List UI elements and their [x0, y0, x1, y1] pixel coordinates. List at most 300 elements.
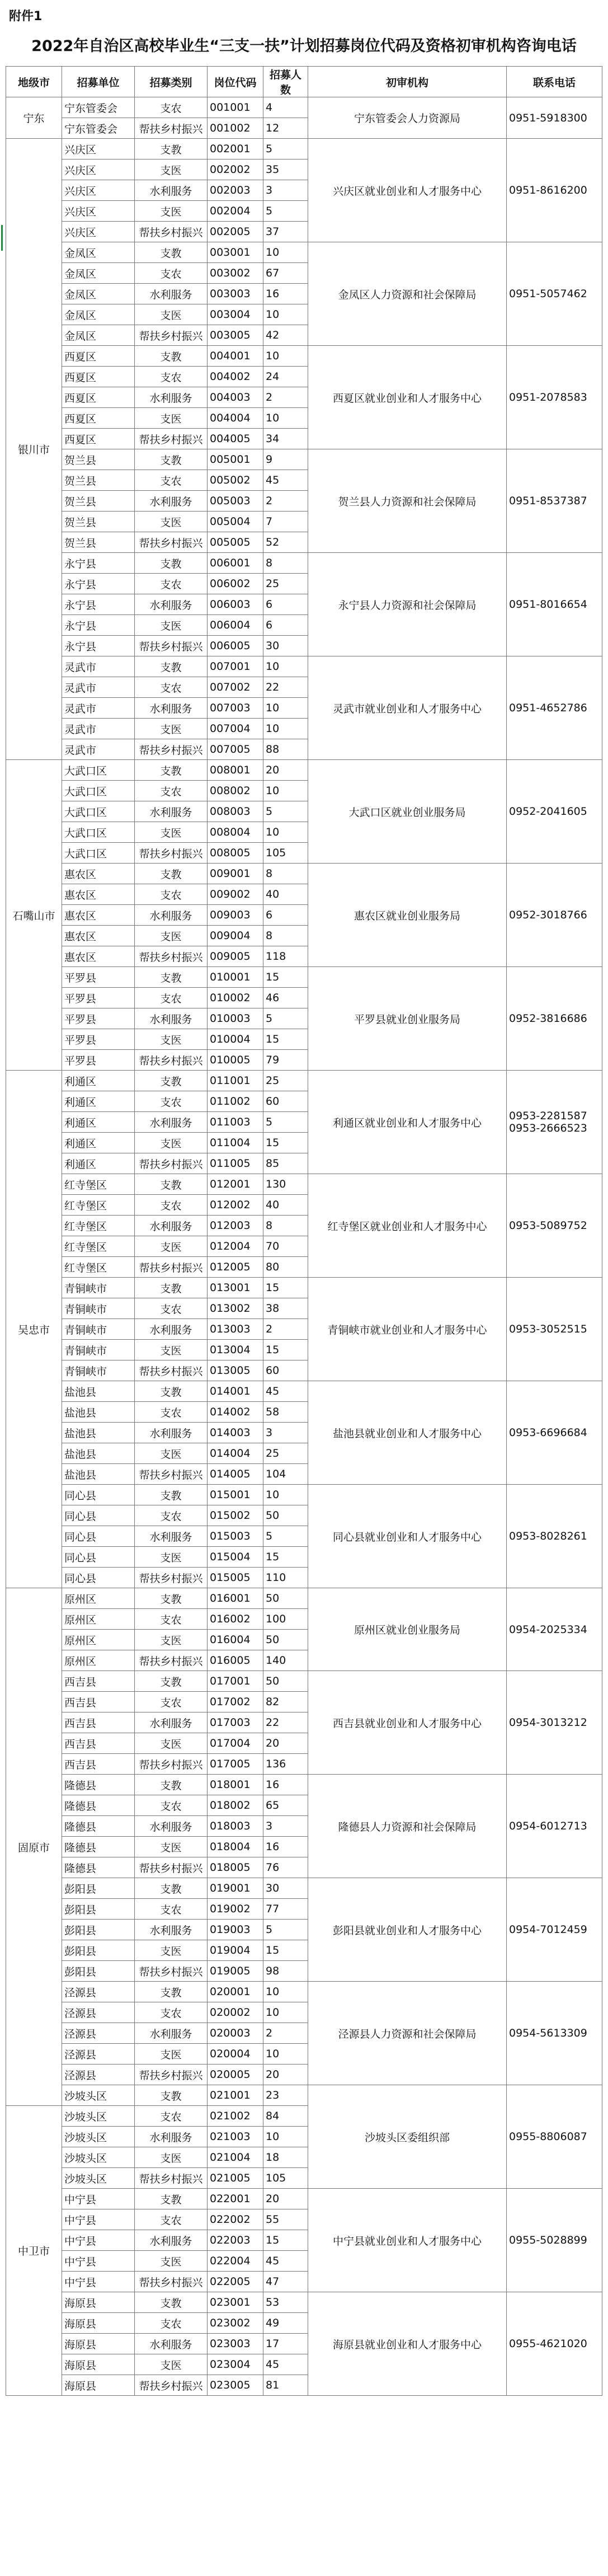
count-cell: 82: [263, 1692, 308, 1712]
count-cell: 46: [263, 988, 308, 1008]
table-row: [6, 864, 602, 884]
org-cell: 金凤区人力资源和社会保障局: [308, 242, 507, 346]
unit-cell: 灵武市: [62, 739, 135, 760]
category-cell: 支农: [135, 988, 208, 1008]
category-cell: 支教: [135, 1878, 208, 1899]
count-cell: 58: [263, 1402, 308, 1423]
unit-cell: 海原县: [62, 2354, 135, 2375]
code-cell: 012004: [208, 1236, 263, 1257]
code-cell: 011005: [208, 1153, 263, 1174]
code-cell: 014004: [208, 1443, 263, 1464]
category-cell: 支医: [135, 201, 208, 222]
code-cell: 003003: [208, 284, 263, 304]
unit-cell: 青铜峡市: [62, 1298, 135, 1319]
header-city: 地级市: [6, 67, 62, 97]
code-cell: 015001: [208, 1485, 263, 1505]
table-row: [6, 97, 602, 118]
code-cell: 010001: [208, 967, 263, 988]
count-cell: 35: [263, 159, 308, 180]
category-cell: 支医: [135, 1029, 208, 1050]
category-cell: 帮扶乡村振兴: [135, 1050, 208, 1071]
category-cell: 支农: [135, 97, 208, 118]
code-cell: 003005: [208, 325, 263, 346]
count-cell: 5: [263, 1526, 308, 1547]
category-cell: 帮扶乡村振兴: [135, 1153, 208, 1174]
category-cell: 支农: [135, 884, 208, 905]
category-cell: 支医: [135, 1133, 208, 1153]
category-cell: 支教: [135, 242, 208, 263]
unit-cell: 平罗县: [62, 967, 135, 988]
code-cell: 016005: [208, 1650, 263, 1671]
category-cell: 支教: [135, 864, 208, 884]
count-cell: 42: [263, 325, 308, 346]
unit-cell: 盐池县: [62, 1381, 135, 1402]
count-cell: 100: [263, 1609, 308, 1630]
category-cell: 支农: [135, 1609, 208, 1630]
count-cell: 65: [263, 1795, 308, 1816]
unit-cell: 海原县: [62, 2292, 135, 2313]
unit-cell: 宁东管委会: [62, 97, 135, 118]
count-cell: 10: [263, 781, 308, 801]
unit-cell: 贺兰县: [62, 532, 135, 553]
code-cell: 020003: [208, 2023, 263, 2044]
code-cell: 022002: [208, 2209, 263, 2230]
count-cell: 81: [263, 2375, 308, 2396]
code-cell: 015002: [208, 1505, 263, 1526]
unit-cell: 中宁县: [62, 2251, 135, 2272]
category-cell: 支医: [135, 1443, 208, 1464]
unit-cell: 泾源县: [62, 2023, 135, 2044]
category-cell: 水利服务: [135, 2334, 208, 2354]
code-cell: 006003: [208, 594, 263, 615]
count-cell: 25: [263, 1071, 308, 1091]
count-cell: 5: [263, 1008, 308, 1029]
org-cell: 宁东管委会人力资源局: [308, 97, 507, 139]
code-cell: 015005: [208, 1568, 263, 1588]
category-cell: 支教: [135, 1671, 208, 1692]
unit-cell: 盐池县: [62, 1443, 135, 1464]
phone-cell: 0955-5028899: [507, 2189, 602, 2292]
count-cell: 105: [263, 843, 308, 864]
unit-cell: 西夏区: [62, 408, 135, 429]
code-cell: 002005: [208, 222, 263, 242]
unit-cell: 同心县: [62, 1568, 135, 1588]
count-cell: 20: [263, 1733, 308, 1754]
unit-cell: 大武口区: [62, 801, 135, 822]
phone-cell: 0951-4652786: [507, 656, 602, 760]
category-cell: 帮扶乡村振兴: [135, 946, 208, 967]
category-cell: 帮扶乡村振兴: [135, 1857, 208, 1878]
phone-cell: 0954-6012713: [507, 1775, 602, 1878]
category-cell: 支教: [135, 1982, 208, 2002]
unit-cell: 同心县: [62, 1526, 135, 1547]
count-cell: 77: [263, 1899, 308, 1920]
category-cell: 支农: [135, 470, 208, 491]
code-cell: 018001: [208, 1775, 263, 1795]
count-cell: 4: [263, 97, 308, 118]
count-cell: 50: [263, 1630, 308, 1650]
category-cell: 水利服务: [135, 1712, 208, 1733]
unit-cell: 永宁县: [62, 553, 135, 574]
unit-cell: 兴庆区: [62, 159, 135, 180]
category-cell: 支农: [135, 781, 208, 801]
category-cell: 支农: [135, 2209, 208, 2230]
code-cell: 005005: [208, 532, 263, 553]
code-cell: 005001: [208, 449, 263, 470]
category-cell: 支教: [135, 1174, 208, 1195]
code-cell: 009001: [208, 864, 263, 884]
phone-cell: 0953-3052515: [507, 1278, 602, 1381]
unit-cell: 同心县: [62, 1505, 135, 1526]
count-cell: 5: [263, 139, 308, 159]
org-cell: 红寺堡区就业创业和人才服务中心: [308, 1174, 507, 1278]
count-cell: 47: [263, 2272, 308, 2292]
code-cell: 010005: [208, 1050, 263, 1071]
unit-cell: 沙坡头区: [62, 2127, 135, 2147]
org-cell: 贺兰县人力资源和社会保障局: [308, 449, 507, 553]
category-cell: 支农: [135, 2106, 208, 2127]
count-cell: 45: [263, 1381, 308, 1402]
category-cell: 帮扶乡村振兴: [135, 2375, 208, 2396]
category-cell: 支教: [135, 1381, 208, 1402]
unit-cell: 惠农区: [62, 884, 135, 905]
unit-cell: 大武口区: [62, 822, 135, 843]
code-cell: 017005: [208, 1754, 263, 1775]
unit-cell: 盐池县: [62, 1464, 135, 1485]
code-cell: 022001: [208, 2189, 263, 2209]
category-cell: 帮扶乡村振兴: [135, 429, 208, 449]
code-cell: 005003: [208, 491, 263, 512]
unit-cell: 隆德县: [62, 1795, 135, 1816]
category-cell: 支教: [135, 1775, 208, 1795]
category-cell: 支医: [135, 304, 208, 325]
category-cell: 帮扶乡村振兴: [135, 118, 208, 139]
code-cell: 013005: [208, 1360, 263, 1381]
code-cell: 011003: [208, 1112, 263, 1133]
org-cell: 同心县就业创业和人才服务中心: [308, 1485, 507, 1588]
unit-cell: 青铜峡市: [62, 1360, 135, 1381]
count-cell: 8: [263, 553, 308, 574]
code-cell: 023005: [208, 2375, 263, 2396]
count-cell: 85: [263, 1153, 308, 1174]
code-cell: 014003: [208, 1423, 263, 1443]
code-cell: 016001: [208, 1588, 263, 1609]
header-phone: 联系电话: [507, 67, 602, 97]
code-cell: 023001: [208, 2292, 263, 2313]
phone-cell: 0951-5057462: [507, 242, 602, 346]
unit-cell: 中宁县: [62, 2189, 135, 2209]
org-cell: 青铜峡市就业创业和人才服务中心: [308, 1278, 507, 1381]
code-cell: 014005: [208, 1464, 263, 1485]
unit-cell: 永宁县: [62, 615, 135, 636]
count-cell: 17: [263, 2334, 308, 2354]
count-cell: 15: [263, 1340, 308, 1360]
count-cell: 136: [263, 1754, 308, 1775]
category-cell: 帮扶乡村振兴: [135, 1568, 208, 1588]
count-cell: 10: [263, 2127, 308, 2147]
code-cell: 009002: [208, 884, 263, 905]
count-cell: 15: [263, 1940, 308, 1961]
count-cell: 105: [263, 2168, 308, 2189]
count-cell: 6: [263, 615, 308, 636]
category-cell: 帮扶乡村振兴: [135, 843, 208, 864]
count-cell: 12: [263, 118, 308, 139]
count-cell: 20: [263, 2064, 308, 2085]
header-unit: 招募单位: [62, 67, 135, 97]
count-cell: 34: [263, 429, 308, 449]
org-cell: 大武口区就业创业服务局: [308, 760, 507, 864]
unit-cell: 贺兰县: [62, 491, 135, 512]
table-row: [6, 1878, 602, 1899]
count-cell: 5: [263, 1112, 308, 1133]
count-cell: 10: [263, 2044, 308, 2064]
count-cell: 49: [263, 2313, 308, 2334]
header-count: 招募人数: [263, 67, 308, 97]
count-cell: 10: [263, 304, 308, 325]
count-cell: 80: [263, 1257, 308, 1278]
code-cell: 023004: [208, 2354, 263, 2375]
count-cell: 98: [263, 1961, 308, 1982]
category-cell: 支教: [135, 139, 208, 159]
code-cell: 020005: [208, 2064, 263, 2085]
count-cell: 15: [263, 1133, 308, 1153]
count-cell: 70: [263, 1236, 308, 1257]
category-cell: 支农: [135, 1795, 208, 1816]
code-cell: 013002: [208, 1298, 263, 1319]
category-cell: 支教: [135, 346, 208, 367]
count-cell: 10: [263, 656, 308, 677]
code-cell: 003001: [208, 242, 263, 263]
table-row: [6, 1485, 602, 1505]
region-cell: 中卫市: [6, 2106, 62, 2396]
code-cell: 012005: [208, 1257, 263, 1278]
phone-cell: 0953-6696684: [507, 1381, 602, 1485]
category-cell: 支医: [135, 615, 208, 636]
table-row: [6, 139, 602, 159]
count-cell: 10: [263, 408, 308, 429]
count-cell: 8: [263, 864, 308, 884]
code-cell: 022003: [208, 2230, 263, 2251]
code-cell: 009005: [208, 946, 263, 967]
unit-cell: 惠农区: [62, 905, 135, 926]
code-cell: 019001: [208, 1878, 263, 1899]
category-cell: 水利服务: [135, 698, 208, 719]
code-cell: 008001: [208, 760, 263, 781]
category-cell: 支农: [135, 1402, 208, 1423]
category-cell: 支农: [135, 574, 208, 594]
code-cell: 008002: [208, 781, 263, 801]
table-row: [6, 656, 602, 677]
code-cell: 001002: [208, 118, 263, 139]
table-row: [6, 346, 602, 367]
unit-cell: 兴庆区: [62, 222, 135, 242]
unit-cell: 灵武市: [62, 677, 135, 698]
unit-cell: 金凤区: [62, 325, 135, 346]
category-cell: 水利服务: [135, 387, 208, 408]
category-cell: 帮扶乡村振兴: [135, 739, 208, 760]
unit-cell: 金凤区: [62, 263, 135, 284]
count-cell: 16: [263, 1775, 308, 1795]
code-cell: 020004: [208, 2044, 263, 2064]
unit-cell: 利通区: [62, 1112, 135, 1133]
count-cell: 15: [263, 2230, 308, 2251]
unit-cell: 西夏区: [62, 429, 135, 449]
unit-cell: 灵武市: [62, 719, 135, 739]
count-cell: 52: [263, 532, 308, 553]
table-row: [6, 1381, 602, 1402]
region-cell: 银川市: [6, 139, 62, 760]
unit-cell: 彭阳县: [62, 1920, 135, 1940]
org-cell: 西吉县就业创业和人才服务中心: [308, 1671, 507, 1775]
count-cell: 10: [263, 1485, 308, 1505]
code-cell: 020001: [208, 1982, 263, 2002]
category-cell: 支农: [135, 1298, 208, 1319]
org-cell: 利通区就业创业和人才服务中心: [308, 1071, 507, 1174]
category-cell: 支医: [135, 1733, 208, 1754]
code-cell: 009003: [208, 905, 263, 926]
unit-cell: 盐池县: [62, 1423, 135, 1443]
unit-cell: 利通区: [62, 1071, 135, 1091]
phone-cell: 0951-5918300: [507, 97, 602, 139]
unit-cell: 西吉县: [62, 1712, 135, 1733]
region-cell: 石嘴山市: [6, 760, 62, 1071]
category-cell: 支医: [135, 1630, 208, 1650]
unit-cell: 平罗县: [62, 1029, 135, 1050]
unit-cell: 大武口区: [62, 843, 135, 864]
count-cell: 60: [263, 1360, 308, 1381]
count-cell: 79: [263, 1050, 308, 1071]
unit-cell: 彭阳县: [62, 1899, 135, 1920]
unit-cell: 西吉县: [62, 1733, 135, 1754]
table-row: [6, 760, 602, 781]
table-row: [6, 2085, 602, 2106]
unit-cell: 金凤区: [62, 284, 135, 304]
unit-cell: 宁东管委会: [62, 118, 135, 139]
count-cell: 20: [263, 2189, 308, 2209]
category-cell: 支教: [135, 1588, 208, 1609]
category-cell: 支医: [135, 1547, 208, 1568]
count-cell: 20: [263, 760, 308, 781]
unit-cell: 永宁县: [62, 636, 135, 656]
code-cell: 011004: [208, 1133, 263, 1153]
code-cell: 019005: [208, 1961, 263, 1982]
code-cell: 011002: [208, 1091, 263, 1112]
category-cell: 支教: [135, 553, 208, 574]
count-cell: 22: [263, 677, 308, 698]
category-cell: 水利服务: [135, 1526, 208, 1547]
count-cell: 37: [263, 222, 308, 242]
category-cell: 帮扶乡村振兴: [135, 325, 208, 346]
code-cell: 021005: [208, 2168, 263, 2189]
category-cell: 水利服务: [135, 801, 208, 822]
count-cell: 130: [263, 1174, 308, 1195]
code-cell: 007004: [208, 719, 263, 739]
count-cell: 25: [263, 1443, 308, 1464]
table-row: [6, 242, 602, 263]
category-cell: 支农: [135, 2313, 208, 2334]
unit-cell: 西夏区: [62, 387, 135, 408]
phone-cell: 0954-2025334: [507, 1588, 602, 1671]
category-cell: 支医: [135, 2354, 208, 2375]
code-cell: 016004: [208, 1630, 263, 1650]
code-cell: 012002: [208, 1195, 263, 1216]
code-cell: 022005: [208, 2272, 263, 2292]
count-cell: 2: [263, 387, 308, 408]
table-row: [6, 1588, 602, 1609]
count-cell: 30: [263, 1878, 308, 1899]
unit-cell: 贺兰县: [62, 470, 135, 491]
phone-cell: 0953-5089752: [507, 1174, 602, 1278]
category-cell: 支教: [135, 449, 208, 470]
code-cell: 003004: [208, 304, 263, 325]
unit-cell: 大武口区: [62, 760, 135, 781]
unit-cell: 原州区: [62, 1609, 135, 1630]
count-cell: 16: [263, 284, 308, 304]
category-cell: 支农: [135, 1899, 208, 1920]
category-cell: 帮扶乡村振兴: [135, 1961, 208, 1982]
category-cell: 支教: [135, 1071, 208, 1091]
count-cell: 40: [263, 1195, 308, 1216]
code-cell: 008005: [208, 843, 263, 864]
count-cell: 30: [263, 636, 308, 656]
code-cell: 002003: [208, 180, 263, 201]
count-cell: 10: [263, 1982, 308, 2002]
org-cell: 原州区就业创业服务局: [308, 1588, 507, 1671]
category-cell: 支教: [135, 967, 208, 988]
count-cell: 15: [263, 967, 308, 988]
category-cell: 帮扶乡村振兴: [135, 1650, 208, 1671]
code-cell: 019004: [208, 1940, 263, 1961]
phone-cell: 0952-3816686: [507, 967, 602, 1071]
category-cell: 帮扶乡村振兴: [135, 1464, 208, 1485]
category-cell: 水利服务: [135, 2127, 208, 2147]
page-title: 2022年自治区高校毕业生“三支一扶”计划招募岗位代码及资格初审机构咨询电话: [31, 37, 577, 55]
row-selection-marker: [1, 225, 3, 251]
phone-cell: 0951-8537387: [507, 449, 602, 553]
category-cell: 支医: [135, 2044, 208, 2064]
category-cell: 水利服务: [135, 905, 208, 926]
unit-cell: 红寺堡区: [62, 1216, 135, 1236]
unit-cell: 惠农区: [62, 946, 135, 967]
category-cell: 支农: [135, 2002, 208, 2023]
code-cell: 010002: [208, 988, 263, 1008]
category-cell: 水利服务: [135, 491, 208, 512]
unit-cell: 泾源县: [62, 2064, 135, 2085]
category-cell: 支医: [135, 2251, 208, 2272]
category-cell: 水利服务: [135, 1423, 208, 1443]
category-cell: 水利服务: [135, 1112, 208, 1133]
recruitment-table: [6, 66, 602, 2396]
code-cell: 015004: [208, 1547, 263, 1568]
unit-cell: 平罗县: [62, 1008, 135, 1029]
code-cell: 020002: [208, 2002, 263, 2023]
code-cell: 003002: [208, 263, 263, 284]
table-row: [6, 1278, 602, 1298]
unit-cell: 西吉县: [62, 1754, 135, 1775]
table-row: [6, 1775, 602, 1795]
unit-cell: 灵武市: [62, 656, 135, 677]
code-cell: 014001: [208, 1381, 263, 1402]
code-cell: 002001: [208, 139, 263, 159]
unit-cell: 大武口区: [62, 781, 135, 801]
count-cell: 15: [263, 1547, 308, 1568]
code-cell: 008003: [208, 801, 263, 822]
count-cell: 10: [263, 242, 308, 263]
org-cell: 海原县就业创业和人才服务中心: [308, 2292, 507, 2396]
count-cell: 140: [263, 1650, 308, 1671]
code-cell: 007002: [208, 677, 263, 698]
unit-cell: 沙坡头区: [62, 2085, 135, 2106]
